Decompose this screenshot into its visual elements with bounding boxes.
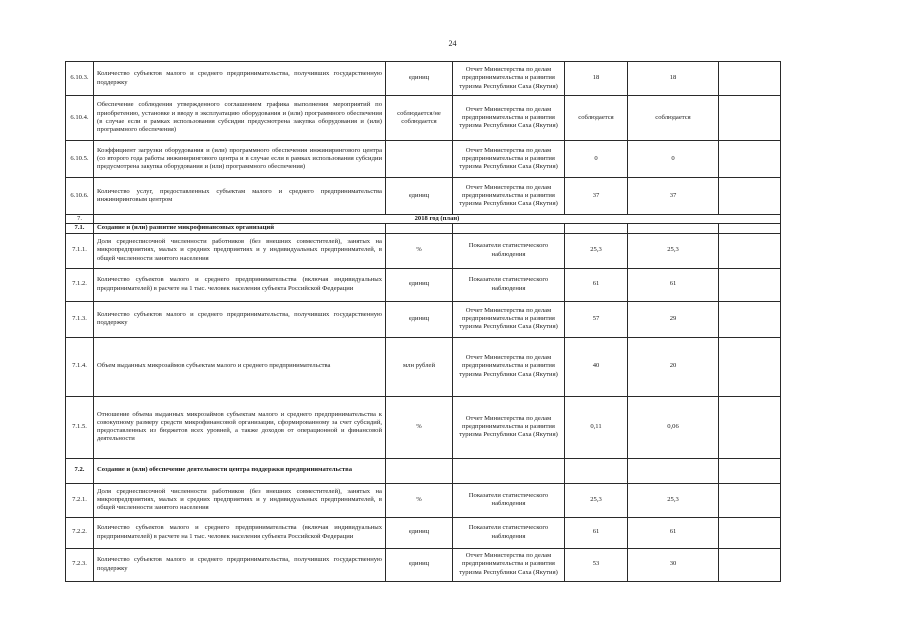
row-unit: единиц: [386, 178, 453, 215]
indicators-table: [65, 61, 781, 582]
row-value-2: 61: [628, 268, 719, 301]
row-number: 7.1.2.: [66, 268, 94, 301]
row-number: 7.1.1.: [66, 233, 94, 268]
row-empty-cell: [719, 62, 781, 96]
section-row: [66, 458, 781, 483]
row-description: Количество услуг, предоставленных субъектам малого и среднего предпринимательства инжиниринговым центром: [94, 178, 386, 215]
row-number: 7.2.: [66, 458, 94, 483]
section-row: [66, 224, 781, 233]
section-number: 7.: [66, 215, 94, 224]
row-description: Количество субъектов малого и среднего предпринимательства, получивших государственную поддержку: [94, 548, 386, 581]
row-empty-cell: [719, 548, 781, 581]
row-description: Коэффициент загрузки оборудования и (или) программного обеспечения инжинирингового центра (со второго года работы инжинирингового центра и в случае если в рамках использования субсидии предусмотрена закупка оборудования и (или) программного обеспечения): [94, 141, 386, 178]
row-source: Отчет Министерства по делам предпринимательства и развития туризма Республики Саха (Якутия): [453, 62, 565, 96]
table-row: [66, 483, 781, 517]
row-unit: единиц: [386, 268, 453, 301]
table-row: [66, 141, 781, 178]
row-empty-cell: [719, 141, 781, 178]
table-row: [66, 548, 781, 581]
row-unit: [386, 141, 453, 178]
row-value-1: 25,3: [565, 233, 628, 268]
row-unit: единиц: [386, 301, 453, 337]
section-title: Создание и (или) обеспечение деятельности центра поддержки предпринимательства: [94, 458, 386, 483]
row-value-2: 37: [628, 178, 719, 215]
row-empty-cell: [719, 337, 781, 396]
table-row: [66, 178, 781, 215]
row-description: Количество субъектов малого и среднего предпринимательства, получивших государственную поддержку: [94, 62, 386, 96]
table-row: [66, 337, 781, 396]
row-value-1: 0,11: [565, 396, 628, 458]
row-number: 6.10.6.: [66, 178, 94, 215]
table-row: [66, 396, 781, 458]
row-number: 6.10.4.: [66, 96, 94, 141]
page-number: 24: [448, 39, 457, 48]
row-source: Показатели статистического наблюдения: [453, 268, 565, 301]
row-number: 6.10.5.: [66, 141, 94, 178]
row-description: Доля среднесписочной численности работников (без внешних совместителей), занятых на микропредприятиях, малых и средних предприятиях и у индивидуальных предпринимателей, в общей численности занятого населения: [94, 483, 386, 517]
row-empty-cell: [719, 233, 781, 268]
row-number: 7.2.2.: [66, 517, 94, 548]
row-empty-cell: [719, 517, 781, 548]
section-title: Создание и (или) развитие микрофинансовых организаций: [94, 224, 386, 233]
row-value-1: 61: [565, 268, 628, 301]
row-source: Отчет Министерства по делам предпринимательства и развития туризма Республики Саха (Якутия): [453, 96, 565, 141]
row-source: Показатели статистического наблюдения: [453, 483, 565, 517]
row-number: 7.1.4.: [66, 337, 94, 396]
row-description: Количество субъектов малого и среднего предпринимательства, получивших государственную поддержку: [94, 301, 386, 337]
row-value-1: 25,3: [565, 483, 628, 517]
row-description: Объем выданных микрозаймов субъектам малого и среднего предпринимательства: [94, 337, 386, 396]
row-description: Количество субъектов малого и среднего предпринимательства (включая индивидуальных предпринимателей) в расчете на 1 тыс. человек населения субъекта Российской Федерации: [94, 268, 386, 301]
row-source: Показатели статистического наблюдения: [453, 517, 565, 548]
row-value-2: 25,3: [628, 233, 719, 268]
row-description: Количество субъектов малого и среднего предпринимательства (включая индивидуальных предпринимателей) в расчете на 1 тыс. человек населения субъекта Российской Федерации: [94, 517, 386, 548]
row-value-1: 40: [565, 337, 628, 396]
row-unit: единиц: [386, 62, 453, 96]
row-source: Отчет Министерства по делам предпринимательства и развития туризма Республики Саха (Якутия): [453, 301, 565, 337]
row-value-2: 18: [628, 62, 719, 96]
row-value-2: 25,3: [628, 483, 719, 517]
row-empty-cell: [719, 268, 781, 301]
row-number: 7.1.: [66, 224, 94, 233]
row-description: Обеспечение соблюдения утвержденного соглашением графика выполнения мероприятий по приобретению, установке и вводу в эксплуатацию оборудования и (или) программного обеспечения (в случае если в рамках использования субсидии предусмотрена закупка оборудования и (или) программного обеспечения): [94, 96, 386, 141]
row-unit: %: [386, 233, 453, 268]
row-empty-cell: [719, 96, 781, 141]
row-unit: млн рублей: [386, 337, 453, 396]
row-number: 7.1.5.: [66, 396, 94, 458]
row-source: Отчет Министерства по делам предпринимательства и развития туризма Республики Саха (Якутия): [453, 178, 565, 215]
row-number: 7.1.3.: [66, 301, 94, 337]
table-row: [66, 268, 781, 301]
table-row: [66, 96, 781, 141]
row-value-2: 0: [628, 141, 719, 178]
row-empty-cell: [719, 396, 781, 458]
row-empty-cell: [719, 178, 781, 215]
row-unit: соблюдается/не соблюдается: [386, 96, 453, 141]
row-value-1: 53: [565, 548, 628, 581]
row-number: 7.2.3.: [66, 548, 94, 581]
row-description: Отношение объема выданных микрозаймов субъектам малого и среднего предпринимательства к совокупному размеру средств микрофинансовой организации, сформированному за счет субсидий, предоставленных из бюджетов всех уровней, а также доходов от операционной и финансовой деятельности: [94, 396, 386, 458]
row-value-2: 0,06: [628, 396, 719, 458]
row-empty-cell: [719, 301, 781, 337]
table-row: [66, 517, 781, 548]
row-value-2: соблюдается: [628, 96, 719, 141]
row-source: Показатели статистического наблюдения: [453, 233, 565, 268]
table-row: [66, 62, 781, 96]
row-value-2: 61: [628, 517, 719, 548]
table-row: [66, 233, 781, 268]
row-unit: единиц: [386, 548, 453, 581]
row-value-1: 18: [565, 62, 628, 96]
row-value-2: 29: [628, 301, 719, 337]
row-source: Отчет Министерства по делам предпринимательства и развития туризма Республики Саха (Якутия): [453, 337, 565, 396]
row-value-1: 57: [565, 301, 628, 337]
year-label: 2018 год (план): [94, 215, 781, 224]
row-source: Отчет Министерства по делам предпринимательства и развития туризма Республики Саха (Якутия): [453, 141, 565, 178]
row-value-1: 0: [565, 141, 628, 178]
table-row: [66, 301, 781, 337]
row-value-1: 37: [565, 178, 628, 215]
row-empty-cell: [719, 483, 781, 517]
row-value-2: 20: [628, 337, 719, 396]
row-unit: единиц: [386, 517, 453, 548]
row-value-2: 30: [628, 548, 719, 581]
row-value-1: 61: [565, 517, 628, 548]
row-number: 7.2.1.: [66, 483, 94, 517]
row-value-1: соблюдается: [565, 96, 628, 141]
row-source: Отчет Министерства по делам предпринимательства и развития туризма Республики Саха (Якутия): [453, 548, 565, 581]
row-description: Доля среднесписочной численности работников (без внешних совместителей), занятых на микропредприятиях, малых и средних предприятиях и у индивидуальных предпринимателей, в общей численности занятого населения: [94, 233, 386, 268]
row-unit: %: [386, 396, 453, 458]
year-header-row: [66, 215, 781, 224]
row-unit: %: [386, 483, 453, 517]
row-source: Отчет Министерства по делам предпринимательства и развития туризма Республики Саха (Якутия): [453, 396, 565, 458]
row-number: 6.10.3.: [66, 62, 94, 96]
